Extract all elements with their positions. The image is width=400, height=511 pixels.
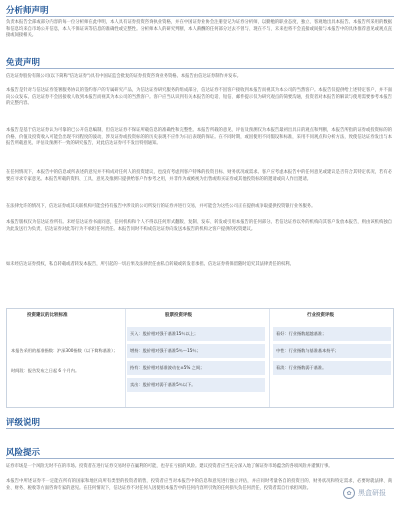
- stock-rating-buy: 买入：股价相对强于基准15％以上；: [127, 327, 265, 341]
- section-divider: [6, 458, 394, 459]
- risk-warning-paragraph-2: 本报告中所述证券不一定能在所有的国家和地区向所有类型的投资者销售，投资者应当对本报告中的信息和意见进行独立评估，并应同时考量各自的投资目的、财务状况和特定需求，必要时就法律、商业、财务、税收等方面咨询专家的意见。在任何情况下，信达证券不对任何人因使用本报告中的任何内容所引致的任何损失负任何责任，投资者需自行承担风险。: [6, 479, 392, 491]
- stock-rating-overweight: 增持：股价相对强于基准5％～15％；: [127, 344, 265, 358]
- rating-rows: [127, 327, 391, 395]
- section-divider: [6, 428, 394, 429]
- header-stock-rating: 股票投资评级: [165, 313, 192, 318]
- industry-rating-neutral: 中性：行业指数与基准基本持平；: [273, 344, 391, 358]
- disclaimer-paragraph-1: 信达证券股份有限公司(以下简称"信达证券")具有中国证监会批复的证券投资咨询业务资格。本报告由信达证券制作并发布。: [6, 74, 242, 79]
- disclaimer-paragraph-7: 如未经信达证券授权，私自转载或者转发本报告，所引起的一切后果及法律责任由私自转载或转发者承担。信达证券将保留随时追究其法律责任的权利。: [6, 262, 294, 267]
- disclaimer-paragraph-6: 本报告版权仅为信达证券所有。未经信达证券书面同意，任何机构和个人不得以任何形式翻版、复制、发布、转发或引用本报告的任何部分。若信达证券以外的机构向其客户发放本报告，则由该机构独自为此发送行为负责，信达证券对此等行为不承担任何责任。本报告同时不构成信达证券向发送本报告的机构之客户提供的投资建议。: [6, 220, 392, 232]
- section-divider: [6, 16, 394, 17]
- analyst-statement-title: 分析师声明: [6, 6, 49, 16]
- risk-warning-paragraph-1: 证券市场是一个风险无时不在的市场。投资者在进行证券交易时存在赢利的可能，也存在亏损的风险。建议投资者应当充分深入地了解证券市场蕴含的各项风险并谨慎行事。: [6, 464, 333, 469]
- industry-rating-negative: 看淡：行业指数弱于基准。: [273, 361, 391, 375]
- table-row: [127, 361, 391, 375]
- table-divider: [125, 309, 126, 407]
- watermark-text: 黑盒研报: [358, 489, 386, 497]
- watermark: [343, 487, 386, 499]
- disclaimer-paragraph-2: 本报告是针对与信达证券签署服务协议的签约客户的专属研究产品，为信达证券研究服务的组成部分，信达证券不因客户接收到本报告而视其为本公司的当然客户。本报告仅提供给上述特定客户，并不面向公众发布。信达证券不会因接收人收到本报告而视其为本公司的当然客户。客户应当认识到有关本报告的电话、短信、邮件提示仅为研究观点的简要沟通，投资者对本报告的解读与使用需要参考本报告的完整内容。: [6, 88, 392, 107]
- table-row: [127, 378, 391, 392]
- disclaimer-title: 免责声明: [6, 58, 41, 68]
- rating-explanation-title: 评级说明: [6, 418, 41, 428]
- table-row: [127, 344, 391, 358]
- rating-table: [6, 308, 394, 408]
- industry-rating-positive: 看好：行业指数超越基准；: [273, 327, 391, 341]
- stock-rating-hold: 持有：股价相对基准波动在±5% 之间；: [127, 361, 265, 375]
- analyst-statement-body: 负责本报告全部或部分内容的每一位分析师在此申明，本人具有证券投资咨询执业资格，并在中国证券业协会注册登记为证券分析师，以勤勉的职业态度，独立、客观地出具本报告。本报告所采用的数据和信息均来自市场公开信息，本人不保证该等信息的准确性或完整性。分析师本人的研究判断，本人薪酬的任何部分过去不曾与、现在不与、未来也将不会直接或间接与本报告中的具体推荐意见或观点直接或间接相关。: [6, 20, 392, 39]
- header-industry-rating: 行业投资评级: [307, 313, 334, 318]
- stock-rating-sell: 卖出：股价相对弱于基准5％以下。: [127, 378, 265, 392]
- watermark-logo-icon: ✿: [343, 487, 355, 499]
- table-row: [127, 327, 391, 341]
- disclaimer-paragraph-3: 本报告是基于信达证券认为可靠的已公开信息编制，但信达证券不保证所载信息的准确性和完整性。本报告所载的意见、评估及预测仅为本报告最初出具日的观点和判断，本报告所指的证券或投资标的的价格、价值及投资收入可能会出现不同程度的波动，涉及证券或投资标的的历史表现不应作为日后表现的保证。在不同时期，或因使用不同假设和标准，采用不同观点和分析方法，致使信达证券发出与本报告所载意见、评估及预测不一致的研究报告，对此信达证券可不发出特别通知。: [6, 128, 392, 147]
- time-period-text: 时间段：报告发布之日起 6 个月内。: [11, 368, 80, 373]
- benchmark-text: 本报告采用的基准指数：沪深300指数（以下简称基准）；: [11, 348, 118, 353]
- section-divider: [6, 68, 394, 69]
- disclaimer-paragraph-4: 在任何情况下，本报告中的信息或所表述的意见并不构成对任何人的投资建议，也没有考虑到客户特殊的投资目标、财务状况或需求。客户应考虑本报告中的任何意见或建议是否符合其特定状况，若有必要应寻求专家意见。本报告所载的资料、工具、意见及推测只提供给客户作参考之用，并非作为或被视为出售或购买证券或其他投资标的的邀请或向人作出邀请。: [6, 170, 392, 182]
- header-comparison-standard: 投资建议的比较标准: [27, 313, 68, 318]
- disclaimer-paragraph-5: 在法律允许的情况下，信达证券或其关联机构可能会持有报告中涉及的公司所发行的证券并进行交易，并可能会为这些公司正在提供或争取提供投资银行业务服务。: [6, 204, 316, 209]
- risk-warning-title: 风险提示: [6, 448, 41, 458]
